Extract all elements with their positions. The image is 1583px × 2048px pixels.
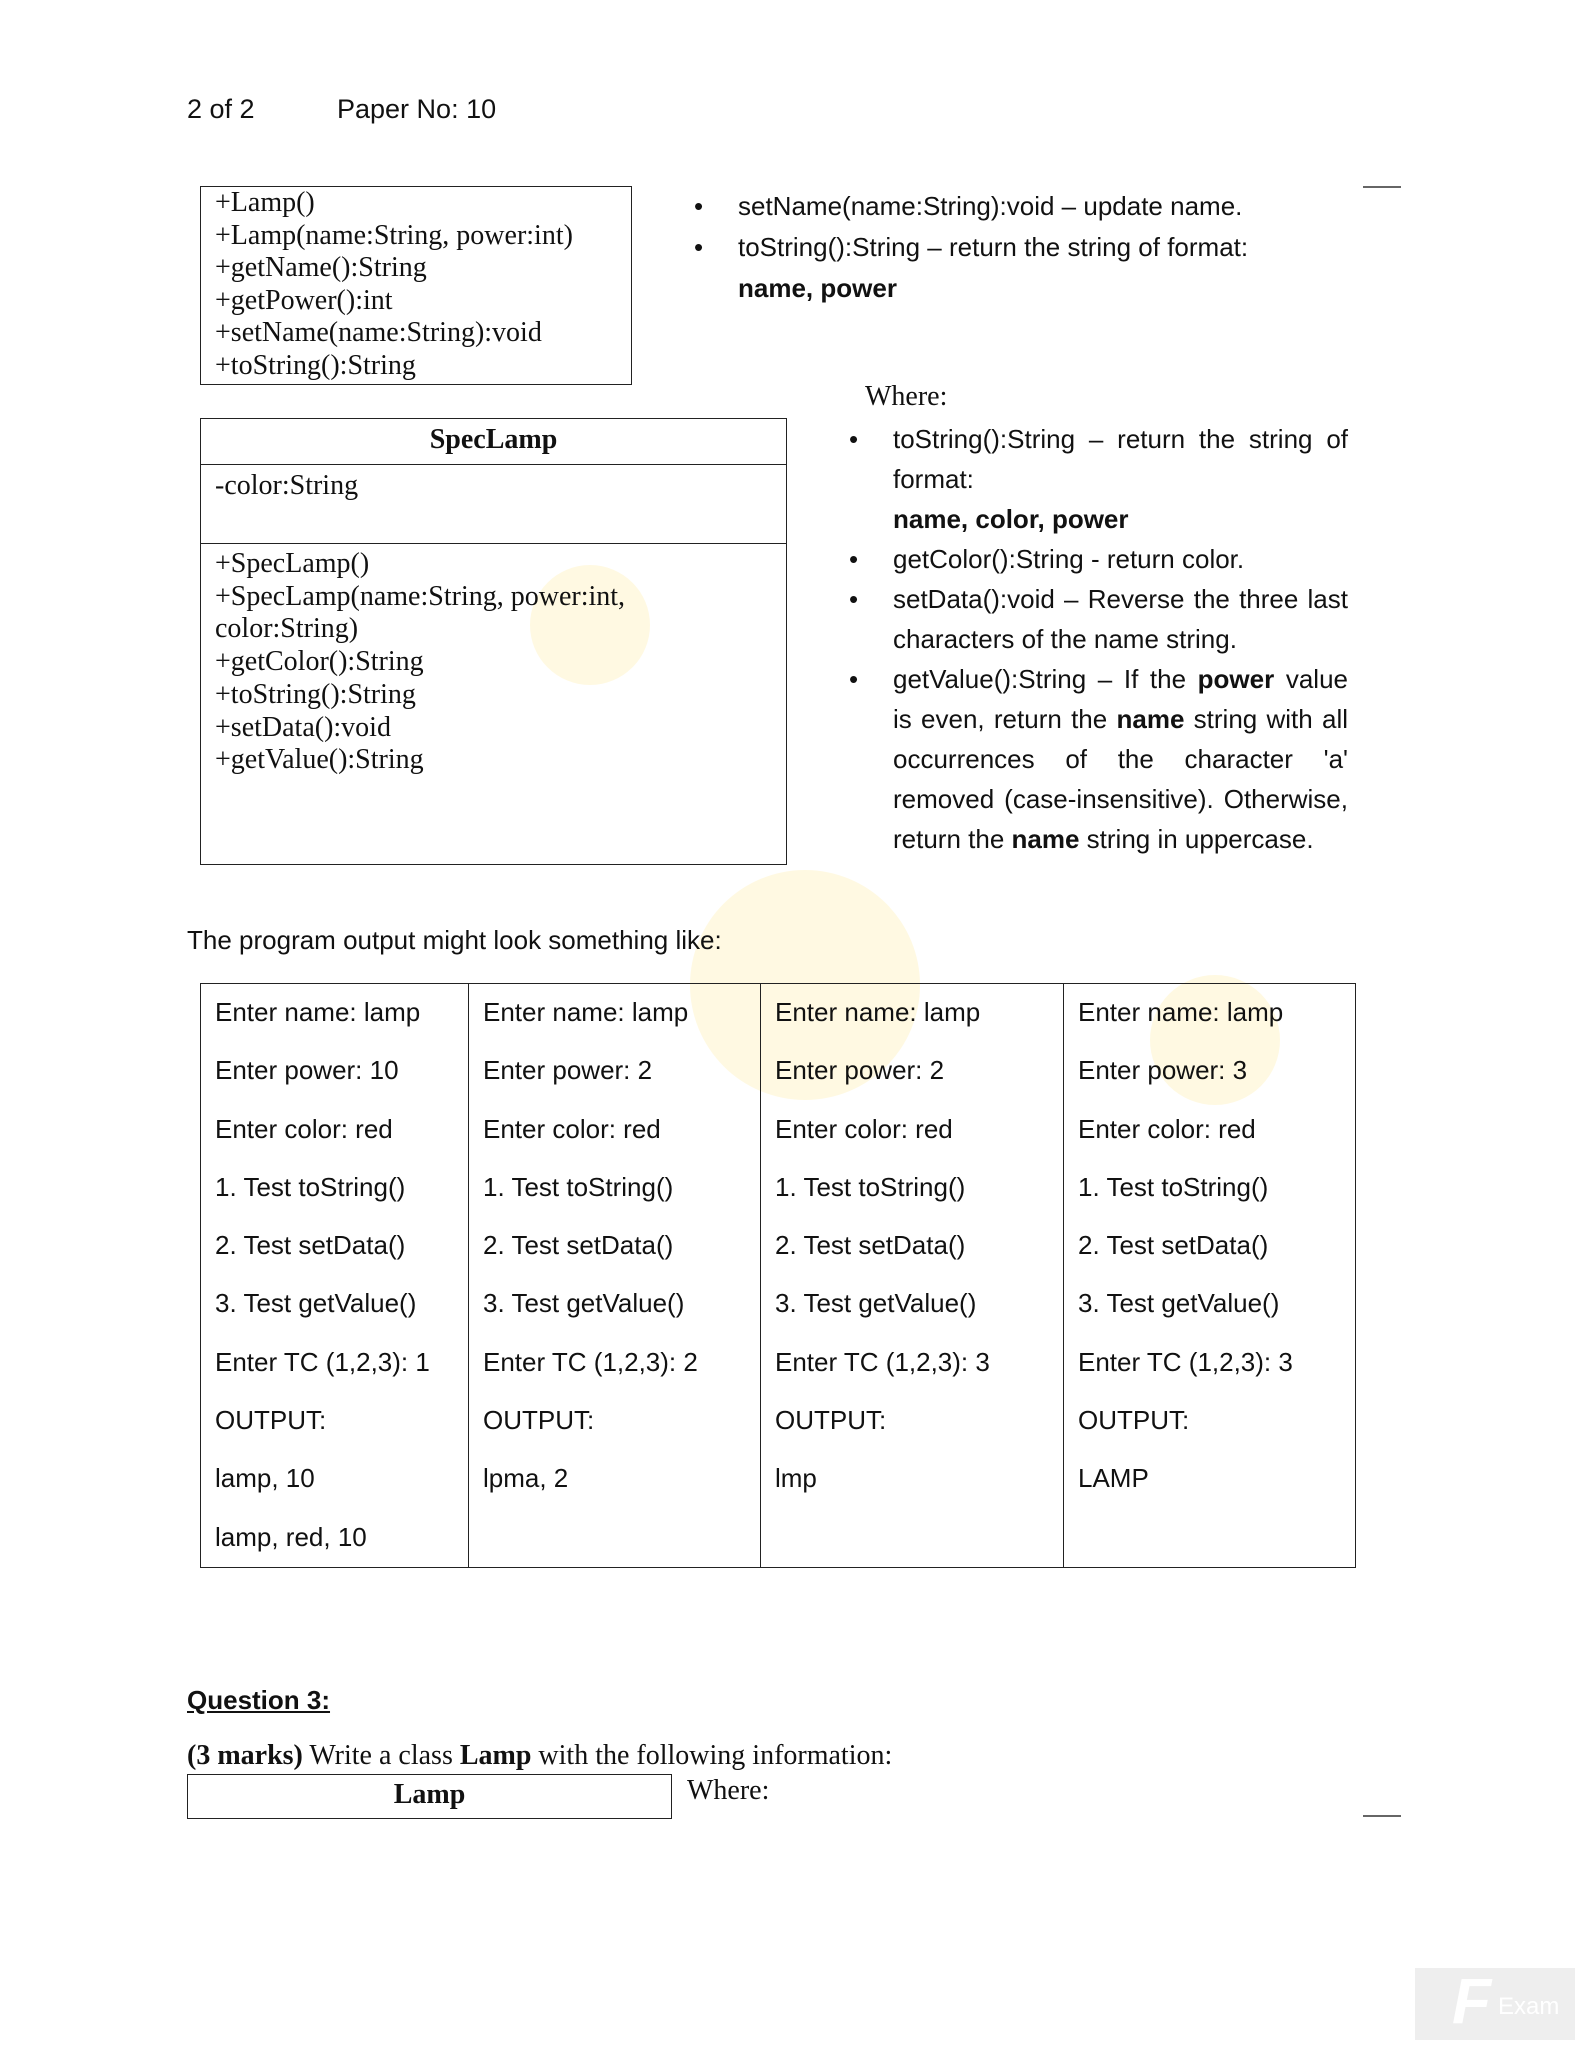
margin-mark-bottom xyxy=(1363,1815,1401,1817)
format-text: name, color, power xyxy=(893,504,1129,534)
output-line: Enter TC (1,2,3): 1 xyxy=(215,1346,430,1377)
output-line: 2. Test setData() xyxy=(483,1230,674,1261)
output-line: 3. Test getValue() xyxy=(775,1288,977,1319)
output-line: lamp, red, 10 xyxy=(215,1521,367,1552)
output-line: Enter name: lamp xyxy=(775,997,981,1027)
lamp-method: +getName():String xyxy=(215,252,427,284)
bold-term: name xyxy=(1011,824,1080,854)
test-case-cell xyxy=(201,984,469,1568)
output-line: Enter power: 10 xyxy=(215,1055,399,1086)
bullet-text: getValue():String – If the xyxy=(893,664,1198,694)
speclamp-method: +SpecLamp() xyxy=(215,548,370,579)
bullet-text: getColor():String - return color. xyxy=(893,544,1245,574)
speclamp-method-descriptions xyxy=(893,419,1348,859)
speclamp-method: +setData():void xyxy=(215,711,391,743)
lamp-methods-box xyxy=(200,186,632,385)
output-line: 1. Test toString() xyxy=(1078,1171,1269,1202)
speclamp-method: +toString():String xyxy=(215,678,416,710)
table-row xyxy=(201,984,1356,1568)
output-line: Enter color: red xyxy=(775,1113,953,1144)
output-line: OUTPUT: xyxy=(483,1405,595,1436)
speclamp-method: +SpecLamp(name:String, power:int, xyxy=(215,580,626,612)
lamp-method: +Lamp() xyxy=(215,187,315,218)
test-case-cell xyxy=(469,984,761,1568)
bullet-text: setName(name:String):void – update name. xyxy=(738,191,1243,221)
question-text xyxy=(187,1740,892,1772)
output-line: 3. Test getValue() xyxy=(1078,1288,1280,1319)
speclamp-method: color:String) xyxy=(215,613,359,645)
speclamp-method: +getValue():String xyxy=(215,744,424,776)
where-label: Where: xyxy=(687,1775,770,1806)
lamp-class-box: Lamp xyxy=(187,1774,672,1819)
page-number: 2 of 2 xyxy=(187,94,255,124)
bullet-text: string in uppercase. xyxy=(1079,824,1314,854)
lamp-method-descriptions xyxy=(738,186,1298,309)
output-line: 2. Test setData() xyxy=(215,1230,406,1261)
question-text-part: Write a class xyxy=(302,1740,460,1771)
class-methods xyxy=(201,544,786,777)
output-line: lamp, 10 xyxy=(215,1463,315,1494)
bullet-item xyxy=(893,659,1348,859)
speclamp-class-box xyxy=(200,418,787,865)
bullet-item xyxy=(738,186,1298,227)
output-line: Enter TC (1,2,3): 3 xyxy=(775,1346,990,1377)
output-line: 3. Test getValue() xyxy=(483,1288,685,1319)
bullet-text: toString():String – return the string of format: xyxy=(893,424,1348,494)
lamp-method: +getPower():int xyxy=(215,284,393,316)
output-line: OUTPUT: xyxy=(1078,1405,1190,1436)
output-line: Enter color: red xyxy=(1078,1113,1256,1144)
output-line: Enter color: red xyxy=(215,1113,393,1144)
bullet-text: setData():void – Reverse the three last characters of the name string. xyxy=(893,584,1348,654)
output-line: OUTPUT: xyxy=(215,1405,327,1436)
bullet-text: string with all occurrences of the character 'a' removed (case-insensitive). Otherwise, return the xyxy=(893,704,1349,854)
class-name: Lamp xyxy=(459,1740,532,1771)
bullet-text: value is even, return the xyxy=(893,664,1348,734)
output-intro: The program output might look something like: xyxy=(187,925,722,955)
output-line: Enter TC (1,2,3): 2 xyxy=(483,1346,698,1377)
output-line: Enter name: lamp xyxy=(1078,997,1284,1027)
speclamp-method: +getColor():String xyxy=(215,646,424,678)
margin-mark-top xyxy=(1363,186,1401,188)
bullet-item xyxy=(738,227,1298,309)
output-line: 1. Test toString() xyxy=(215,1171,406,1202)
output-line: 2. Test setData() xyxy=(775,1230,966,1261)
lamp-method: +Lamp(name:String, power:int) xyxy=(215,219,573,251)
where-label: Where: xyxy=(865,381,948,412)
output-line: Enter power: 2 xyxy=(483,1055,653,1086)
output-line: lmp xyxy=(775,1463,817,1494)
output-line: OUTPUT: xyxy=(775,1405,887,1436)
marks: (3 marks) xyxy=(187,1740,303,1771)
output-line: Enter color: red xyxy=(483,1113,661,1144)
output-line: Enter TC (1,2,3): 3 xyxy=(1078,1346,1293,1377)
bold-term: name xyxy=(1116,704,1185,734)
output-line: Enter power: 2 xyxy=(775,1055,945,1086)
output-line: 1. Test toString() xyxy=(775,1171,966,1202)
bullet-item xyxy=(893,539,1348,579)
class-name: SpecLamp xyxy=(201,419,786,465)
output-line: 1. Test toString() xyxy=(483,1171,674,1202)
format-text: name, power xyxy=(738,273,897,303)
output-line: lpma, 2 xyxy=(483,1463,569,1494)
logo-icon: F xyxy=(1452,1965,1492,2037)
paper-number: Paper No: 10 xyxy=(337,94,497,124)
logo-text: Exam xyxy=(1498,1993,1560,2020)
test-case-cell xyxy=(1064,984,1356,1568)
question-title: Question 3: xyxy=(187,1685,331,1715)
output-table xyxy=(200,983,1356,1568)
output-line: 2. Test setData() xyxy=(1078,1230,1269,1261)
question-text-part: with the following information: xyxy=(531,1740,893,1771)
class-attribute: -color:String xyxy=(201,465,786,544)
output-line: LAMP xyxy=(1078,1463,1149,1494)
output-line: Enter name: lamp xyxy=(215,997,421,1027)
bullet-item xyxy=(893,419,1348,539)
test-case-cell xyxy=(761,984,1064,1568)
bullet-text: toString():String – return the string of format: xyxy=(738,232,1249,262)
lamp-method: +toString():String xyxy=(215,349,416,381)
output-line: 3. Test getValue() xyxy=(215,1288,417,1319)
output-line: Enter power: 3 xyxy=(1078,1055,1248,1086)
bullet-item xyxy=(893,579,1348,659)
lamp-method: +setName(name:String):void xyxy=(215,317,542,349)
bold-term: power xyxy=(1197,664,1275,694)
output-line: Enter name: lamp xyxy=(483,997,689,1027)
